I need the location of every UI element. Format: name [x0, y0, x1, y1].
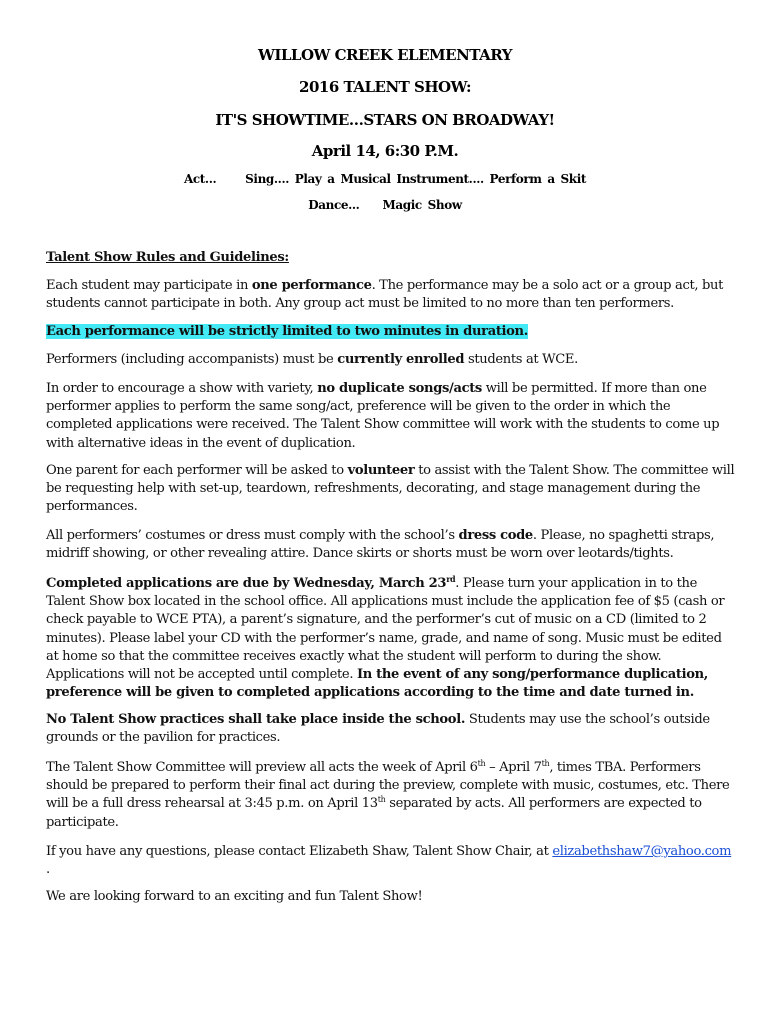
rule-text: Performers (including accompanists) must be	[46, 352, 338, 367]
closing-line	[46, 888, 736, 906]
event-title-heading: 2016 TALENT SHOW:	[299, 78, 471, 96]
rule-emphasis: no duplicate songs/acts	[317, 381, 482, 396]
rule-text: . The performance may be a solo act or a group act, but students cannot participate in both. Any group act must be limited to no more than ten performers.	[46, 278, 724, 312]
rule-enrollment	[46, 351, 736, 369]
rule-text: All performers’ costumes or dress must comply with the school’s	[46, 528, 459, 543]
rule-text: will be permitted. If more than one performer applies to perform the same song/act, preference will be given to the order in which the completed applications were received. The Talent Show committee will work with the students to come up with alternative ideas in the event of duplication.	[46, 381, 720, 451]
ordinal-suffix: th	[377, 795, 386, 805]
rule-emphasis: No Talent Show practices shall take place inside the school.	[46, 712, 466, 727]
rule-practices	[46, 711, 736, 747]
act-types-line-2: Dance... Magic Show	[308, 198, 462, 212]
highlighted-rule: Each performance will be strictly limited to two minutes in duration.	[46, 324, 528, 339]
rule-text: In order to encourage a show with variety,	[46, 381, 318, 396]
rule-application-deadline	[46, 575, 736, 702]
rule-emphasis: one performance	[251, 278, 372, 293]
rule-time-limit	[46, 323, 736, 341]
contact-text: If you have any questions, please contact Elizabeth Shaw, Talent Show Chair, at	[46, 844, 553, 859]
contact-text-end: .	[46, 862, 50, 878]
rule-one-performance	[46, 277, 736, 313]
ordinal-suffix: rd	[446, 574, 456, 584]
rule-text: Students may use the school’s outside grounds or the pavilion for practices.	[46, 712, 710, 746]
ordinal-suffix: th	[477, 759, 486, 768]
rule-emphasis: currently enrolled	[337, 352, 465, 367]
rule-text: students at WCE.	[464, 352, 578, 367]
rule-text: Each student may participate in	[46, 278, 252, 293]
theme-heading: IT'S SHOWTIME…STARS ON BROADWAY!	[215, 111, 555, 129]
contact-info	[46, 843, 736, 879]
rules-title-text: Talent Show Rules and Guidelines:	[46, 250, 289, 265]
contact-email-link[interactable]: elizabethshaw7@yahoo.com	[552, 844, 732, 859]
rule-text: . Please, no spaghetti straps, midriff showing, or other revealing attire. Dance skirts or shorts must be worn over leotards/tights.	[46, 528, 715, 562]
school-name-heading: WILLOW CREEK ELEMENTARY	[258, 46, 512, 64]
rule-preview-rehearsal	[46, 759, 736, 832]
rule-dress-code	[46, 527, 736, 563]
act-types-line-1: Act... Sing.... Play a Musical Instrument.... Perform a Skit	[183, 172, 587, 186]
rule-text: to assist with the Talent Show. The committee will be requesting help with set-up, teardown, refreshments, decorating, and stage management during the performances.	[46, 463, 735, 515]
deadline-emphasis: Completed applications are due by Wednesday, March 23	[46, 576, 447, 591]
rule-parent-volunteer	[46, 462, 736, 517]
closing-text: We are looking forward to an exciting and fun Talent Show!	[46, 889, 423, 904]
rule-text: . Please turn your application in to the Talent Show box located in the school office. All applications must include the application fee of $5 (cash or check payable to WCE PTA), a parent’s signature, and the performer’s cut of music on a CD (limited to 2 minutes). Please label your CD with the performer’s name, grade, and name of song. Music must be edited at home so that the committee receives exactly what the student will perform to during the show. Applications will not be accepted until complete.	[46, 576, 725, 683]
ordinal-suffix: th	[541, 759, 550, 768]
rule-text: , times TBA. Performers should be prepared to perform their final act during the preview, complete with music, costumes, etc. There will be a full dress rehearsal at 3:45 p.m. on April 13	[46, 760, 730, 812]
rule-text: One parent for each performer will be asked to	[46, 463, 348, 478]
rule-text: – April 7	[485, 760, 542, 775]
rule-emphasis: dress code	[458, 528, 533, 543]
rule-no-duplicates	[46, 380, 736, 453]
rules-title	[46, 249, 736, 267]
rule-emphasis: In the event of any song/performance duplication, preference will be given to completed applications according to the time and date turned in.	[46, 667, 708, 701]
rule-text: The Talent Show Committee will preview all acts the week of April 6	[46, 760, 478, 775]
rule-emphasis: volunteer	[347, 463, 415, 478]
event-date-heading: April 14, 6:30 P.M.	[311, 142, 459, 160]
rule-text: separated by acts. All performers are expected to participate.	[46, 796, 702, 830]
